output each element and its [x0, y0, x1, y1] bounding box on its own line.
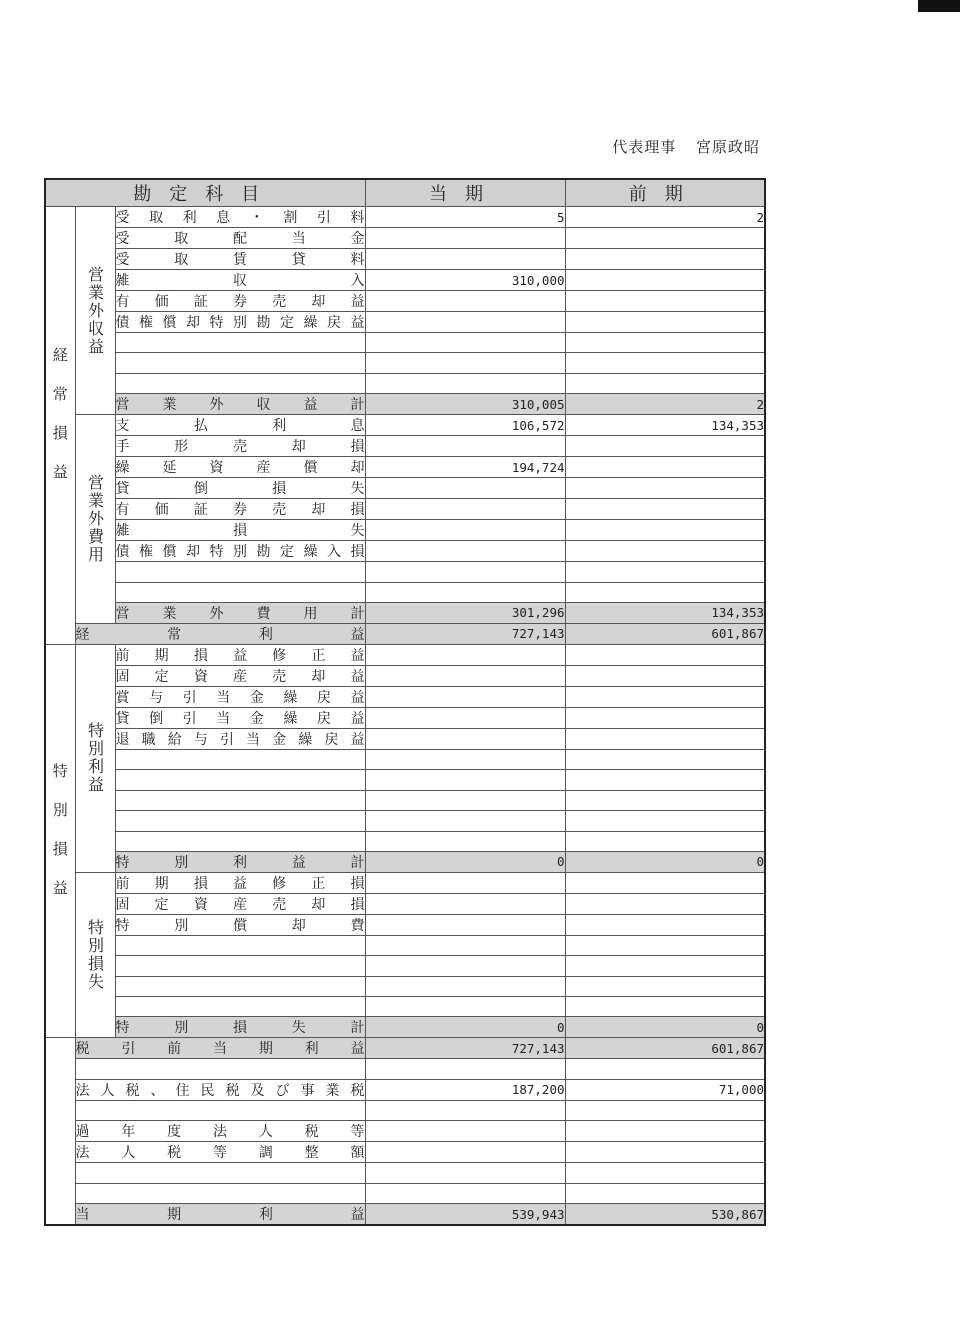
blank-row	[45, 956, 765, 976]
table-row	[45, 207, 765, 228]
value-prior	[565, 436, 765, 457]
table-row	[45, 707, 765, 728]
value-prior: 71,000	[565, 1079, 765, 1100]
value-current	[365, 686, 565, 707]
table-row	[45, 312, 765, 333]
item-name: 手形売却損	[115, 436, 365, 457]
table-row	[45, 914, 765, 935]
subtotal-row	[45, 851, 765, 872]
representative-title: 代表理事	[612, 138, 677, 156]
value-prior	[565, 291, 765, 312]
value-current	[365, 1121, 565, 1142]
blank-row	[45, 770, 765, 790]
value-current: 301,296	[365, 602, 565, 623]
value-prior: 601,867	[565, 1038, 765, 1059]
value-current	[365, 520, 565, 541]
blank-row	[45, 562, 765, 582]
table-row	[45, 415, 765, 436]
item-name: 雑損失	[115, 520, 365, 541]
value-current	[365, 312, 565, 333]
income-statement-table	[44, 178, 766, 1226]
table-row	[45, 270, 765, 291]
value-prior	[565, 872, 765, 893]
item-name: 特別損失計	[115, 1017, 365, 1038]
blank-row	[45, 333, 765, 353]
value-prior	[565, 270, 765, 291]
table-row	[45, 228, 765, 249]
item-name: 法人税等調整額	[75, 1142, 365, 1163]
value-prior: 601,867	[565, 623, 765, 644]
table-row	[45, 872, 765, 893]
value-current	[365, 914, 565, 935]
subtotal-row	[45, 602, 765, 623]
item-name: 貸倒損失	[115, 478, 365, 499]
item-name: 前期損益修正益	[115, 644, 365, 665]
table-row	[45, 499, 765, 520]
blank-row	[45, 1163, 765, 1183]
item-name: 経常利益	[75, 623, 365, 644]
blank-row	[45, 353, 765, 373]
value-prior: 134,353	[565, 602, 765, 623]
item-name: 特別償却費	[115, 914, 365, 935]
item-name: 受取利息・割引料	[115, 207, 365, 228]
item-name: 賞与引当金繰戻益	[115, 686, 365, 707]
value-prior	[565, 914, 765, 935]
value-prior: 2	[565, 394, 765, 415]
blank-row	[45, 997, 765, 1017]
value-current	[365, 893, 565, 914]
blank-row	[45, 1183, 765, 1203]
item-name: 過年度法人税等	[75, 1121, 365, 1142]
value-prior	[565, 541, 765, 562]
value-current	[365, 228, 565, 249]
value-prior	[565, 478, 765, 499]
table-row	[45, 1079, 765, 1100]
group-extraordinary-losses: 特別損失	[75, 872, 115, 1038]
item-name: 当期利益	[75, 1204, 365, 1226]
value-prior	[565, 249, 765, 270]
item-name: 固定資産売却益	[115, 665, 365, 686]
table-row	[45, 520, 765, 541]
table-row	[45, 893, 765, 914]
item-name: 営業外費用計	[115, 602, 365, 623]
item-name: 前期損益修正損	[115, 872, 365, 893]
value-prior: 0	[565, 851, 765, 872]
item-name: 受取配当金	[115, 228, 365, 249]
item-name: 貸倒引当金繰戻益	[115, 707, 365, 728]
value-current: 310,005	[365, 394, 565, 415]
header-prior: 前期	[565, 179, 765, 207]
value-current: 106,572	[365, 415, 565, 436]
table-row	[45, 249, 765, 270]
subtotal-row	[45, 394, 765, 415]
value-prior	[565, 312, 765, 333]
value-prior	[565, 457, 765, 478]
value-current	[365, 436, 565, 457]
item-name: 退職給与引当金繰戻益	[115, 728, 365, 749]
item-name: 税引前当期利益	[75, 1038, 365, 1059]
value-prior: 530,867	[565, 1204, 765, 1226]
section-ordinary: 経常損益	[45, 207, 75, 645]
value-current: 539,943	[365, 1204, 565, 1226]
table-row	[45, 291, 765, 312]
group-extraordinary-gains: 特別利益	[75, 644, 115, 872]
item-name: 支払利息	[115, 415, 365, 436]
group-non-op-income: 営業外収益	[75, 207, 115, 415]
table-row	[45, 1142, 765, 1163]
value-prior: 2	[565, 207, 765, 228]
group-non-op-expense: 営業外費用	[75, 415, 115, 624]
value-prior	[565, 499, 765, 520]
value-current: 194,724	[365, 457, 565, 478]
value-current: 310,000	[365, 270, 565, 291]
item-name: 債権償却特別勘定繰入損	[115, 541, 365, 562]
item-name: 固定資産売却損	[115, 893, 365, 914]
table-row	[45, 541, 765, 562]
value-prior	[565, 520, 765, 541]
value-current	[365, 499, 565, 520]
blank-row	[45, 373, 765, 393]
value-prior	[565, 707, 765, 728]
value-current	[365, 541, 565, 562]
blank-row	[45, 1100, 765, 1120]
item-name: 有価証券売却益	[115, 291, 365, 312]
value-prior	[565, 1121, 765, 1142]
value-current: 0	[365, 1017, 565, 1038]
value-current	[365, 665, 565, 686]
header-current: 当期	[365, 179, 565, 207]
blank-row	[45, 935, 765, 955]
item-name: 特別利益計	[115, 851, 365, 872]
value-current	[365, 1142, 565, 1163]
blank-row	[45, 811, 765, 831]
value-prior	[565, 686, 765, 707]
value-current: 5	[365, 207, 565, 228]
item-name: 営業外収益計	[115, 394, 365, 415]
value-prior: 0	[565, 1017, 765, 1038]
net-profit-row	[45, 1204, 765, 1226]
blank-row	[45, 790, 765, 810]
value-current: 727,143	[365, 1038, 565, 1059]
blank-row	[45, 1059, 765, 1079]
header-account: 勘定科目	[45, 179, 365, 207]
blank-row	[45, 582, 765, 602]
value-prior	[565, 1142, 765, 1163]
value-current	[365, 644, 565, 665]
table-row	[45, 644, 765, 665]
table-row	[45, 478, 765, 499]
subtotal-row	[45, 1017, 765, 1038]
value-current: 727,143	[365, 623, 565, 644]
bottom-spacer	[45, 1038, 75, 1225]
item-name: 繰延資産償却	[115, 457, 365, 478]
representative-name: 宮原政昭	[695, 138, 760, 156]
blank-row	[45, 749, 765, 769]
value-current	[365, 872, 565, 893]
table-header	[45, 179, 765, 207]
table-row	[45, 1121, 765, 1142]
value-prior	[565, 893, 765, 914]
value-current	[365, 478, 565, 499]
value-current	[365, 728, 565, 749]
value-prior	[565, 644, 765, 665]
value-current	[365, 707, 565, 728]
value-current: 187,200	[365, 1079, 565, 1100]
item-name: 法人税、住民税及び事業税	[75, 1079, 365, 1100]
value-prior	[565, 728, 765, 749]
value-current: 0	[365, 851, 565, 872]
pretax-profit-row	[45, 1038, 765, 1059]
scan-corner-mark	[918, 0, 960, 12]
representative	[612, 136, 760, 157]
item-name: 受取賃貸料	[115, 249, 365, 270]
blank-row	[45, 976, 765, 996]
value-prior	[565, 665, 765, 686]
table-row	[45, 686, 765, 707]
table-row	[45, 436, 765, 457]
value-prior	[565, 228, 765, 249]
table-row	[45, 728, 765, 749]
value-current	[365, 249, 565, 270]
item-name: 債権償却特別勘定繰戻益	[115, 312, 365, 333]
table-row	[45, 665, 765, 686]
section-extraordinary: 特別損益	[45, 644, 75, 1038]
table-row	[45, 457, 765, 478]
blank-row	[45, 831, 765, 851]
value-current	[365, 291, 565, 312]
value-prior: 134,353	[565, 415, 765, 436]
item-name: 雑収入	[115, 270, 365, 291]
item-name: 有価証券売却損	[115, 499, 365, 520]
ordinary-profit-row	[45, 623, 765, 644]
